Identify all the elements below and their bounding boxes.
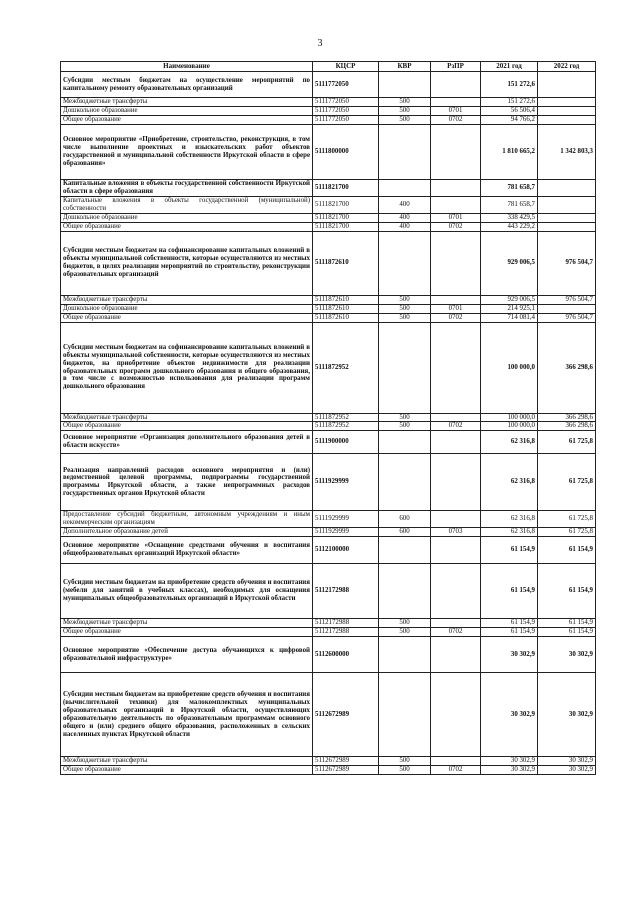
row-name: Субсидии местным бюджетам на приобретение средств обучения и воспитания (вычислительной техники) для малокомплектных муниципальных образовательных организаций в Иркутской области, осуществляющих образовательную деятельность по образовательным программам основного общего и (или) среднего общего образования, расположенных в сельских населенных пунктах Иркутской области <box>61 673 313 757</box>
row-name: Общее образование <box>61 766 313 775</box>
row-amount-2021: 94 766,2 <box>481 115 538 124</box>
budget-table <box>60 61 596 775</box>
row-rzpr <box>431 98 481 107</box>
row-amount-2021: 100 000,0 <box>481 413 538 422</box>
row-rzpr <box>431 511 481 528</box>
row-amount-2022 <box>538 304 596 313</box>
row-kcsr: 5111821700 <box>313 213 379 222</box>
row-rzpr: 0703 <box>431 528 481 537</box>
row-name: Субсидии местным бюджетам на софинансирование капитальных вложений в объекты муниципальной собственности, которые осуществляются из местных бюджетов, на приобретение объектов недвижимости для реализации образовательных программ дошкольного образования и общего образования, в том числе с возможностью использования для реализации программ дошкольного образования <box>61 322 313 413</box>
row-kcsr: 5111821700 <box>313 222 379 231</box>
row-amount-2021: 443 229,2 <box>481 222 538 231</box>
row-kvr <box>379 564 431 619</box>
row-name: Межбюджетные трансферты <box>61 619 313 628</box>
table-row <box>61 106 596 115</box>
row-name: Субсидии местным бюджетам на осуществление мероприятий по капитальному ремонту образовательных организаций <box>61 72 313 98</box>
row-name: Дошкольное образование <box>61 304 313 313</box>
table-row <box>61 295 596 304</box>
row-amount-2021: 100 000,0 <box>481 322 538 413</box>
header-kvr: КВР <box>379 62 431 72</box>
row-rzpr <box>431 295 481 304</box>
row-rzpr <box>431 72 481 98</box>
row-kvr: 500 <box>379 619 431 628</box>
row-kcsr: 5112172988 <box>313 619 379 628</box>
row-rzpr <box>431 757 481 766</box>
row-amount-2022 <box>538 72 596 98</box>
row-rzpr <box>431 431 481 454</box>
row-kvr: 500 <box>379 295 431 304</box>
row-kvr <box>379 637 431 673</box>
row-kcsr: 5111821700 <box>313 196 379 213</box>
row-kcsr: 5111929999 <box>313 454 379 511</box>
row-amount-2021: 61 154,9 <box>481 619 538 628</box>
table-row <box>61 231 596 295</box>
row-amount-2021: 30 302,9 <box>481 673 538 757</box>
table-row <box>61 628 596 637</box>
row-rzpr <box>431 196 481 213</box>
table-row <box>61 115 596 124</box>
row-rzpr: 0702 <box>431 115 481 124</box>
row-rzpr <box>431 322 481 413</box>
row-amount-2022: 61 725,8 <box>538 454 596 511</box>
row-amount-2021: 62 316,8 <box>481 431 538 454</box>
row-rzpr: 0701 <box>431 304 481 313</box>
row-kvr: 500 <box>379 313 431 322</box>
table-row <box>61 196 596 213</box>
row-name: Субсидии местным бюджетам на приобретение средств обучения и воспитания (мебели для занятий в учебных классах), необходимых для оснащения муниципальных общеобразовательных организаций в Иркутской области <box>61 564 313 619</box>
table-row <box>61 619 596 628</box>
table-row <box>61 673 596 757</box>
row-kvr: 600 <box>379 528 431 537</box>
row-kcsr: 5111772050 <box>313 115 379 124</box>
table-row <box>61 766 596 775</box>
row-kcsr: 5111772050 <box>313 106 379 115</box>
row-amount-2021: 30 302,9 <box>481 637 538 673</box>
table-row <box>61 313 596 322</box>
row-amount-2022: 30 302,9 <box>538 757 596 766</box>
row-name: Дошкольное образование <box>61 213 313 222</box>
row-kcsr: 5111872952 <box>313 413 379 422</box>
row-rzpr: 0702 <box>431 766 481 775</box>
row-kvr: 500 <box>379 422 431 431</box>
row-amount-2022: 61 154,9 <box>538 628 596 637</box>
row-kcsr: 5111800000 <box>313 124 379 179</box>
row-amount-2022: 61 154,9 <box>538 537 596 564</box>
row-amount-2022: 61 725,8 <box>538 511 596 528</box>
row-kvr: 500 <box>379 106 431 115</box>
row-amount-2021: 100 000,0 <box>481 422 538 431</box>
row-name: Предоставление субсидий бюджетным, автономным учреждениям и иным некоммерческим организациям <box>61 511 313 528</box>
header-kcsr: КЦСР <box>313 62 379 72</box>
row-name: Реализация направлений расходов основного мероприятия и (или) ведомственной целевой программы, подпрограммы государственной программы Иркутской области, а также непрограммных расходов государственных органов Иркутской области <box>61 454 313 511</box>
row-amount-2022: 30 302,9 <box>538 637 596 673</box>
row-amount-2022: 61 154,9 <box>538 619 596 628</box>
row-name: Основное мероприятие «Оснащение средствами обучения и воспитания общеобразовательных организаций Иркутской области» <box>61 537 313 564</box>
row-amount-2022 <box>538 222 596 231</box>
row-kvr: 400 <box>379 213 431 222</box>
row-kcsr: 5111872952 <box>313 322 379 413</box>
row-amount-2022 <box>538 213 596 222</box>
row-rzpr <box>431 637 481 673</box>
row-name: Общее образование <box>61 313 313 322</box>
row-amount-2022: 976 504,7 <box>538 313 596 322</box>
table-header <box>61 62 596 72</box>
row-amount-2021: 151 272,6 <box>481 98 538 107</box>
row-amount-2021: 61 154,9 <box>481 537 538 564</box>
row-amount-2022: 1 342 803,3 <box>538 124 596 179</box>
row-kcsr: 5111821700 <box>313 179 379 196</box>
row-amount-2022 <box>538 196 596 213</box>
row-rzpr <box>431 454 481 511</box>
row-kvr <box>379 322 431 413</box>
row-amount-2022: 366 298,6 <box>538 422 596 431</box>
row-name: Основное мероприятие «Организация дополнительного образования детей в области искусств» <box>61 431 313 454</box>
table-row <box>61 757 596 766</box>
row-rzpr: 0702 <box>431 422 481 431</box>
table-row <box>61 528 596 537</box>
table-row <box>61 537 596 564</box>
row-amount-2021: 30 302,9 <box>481 766 538 775</box>
header-2022: 2022 год <box>538 62 596 72</box>
row-kvr: 400 <box>379 222 431 231</box>
row-amount-2021: 151 272,6 <box>481 72 538 98</box>
row-kvr: 500 <box>379 413 431 422</box>
row-name: Общее образование <box>61 628 313 637</box>
row-amount-2022: 976 504,7 <box>538 295 596 304</box>
row-name: Субсидии местным бюджетам на софинансирование капитальных вложений в объекты муниципальной собственности, которые осуществляются из местных бюджетов, в целях реализации мероприятий по строительству, реконструкции образовательных организаций <box>61 231 313 295</box>
row-name: Межбюджетные трансферты <box>61 413 313 422</box>
row-amount-2022: 366 298,6 <box>538 322 596 413</box>
row-kvr: 500 <box>379 98 431 107</box>
row-kcsr: 5112672989 <box>313 757 379 766</box>
row-rzpr <box>431 537 481 564</box>
table-row <box>61 637 596 673</box>
row-kvr <box>379 673 431 757</box>
table-row <box>61 304 596 313</box>
row-rzpr <box>431 413 481 422</box>
row-name: Капитальные вложения в объекты государственной собственности Иркутской области в сфере образования <box>61 179 313 196</box>
row-amount-2022: 61 154,9 <box>538 564 596 619</box>
table-row <box>61 222 596 231</box>
table-row <box>61 98 596 107</box>
row-amount-2022: 61 725,8 <box>538 528 596 537</box>
row-kcsr: 5111900000 <box>313 431 379 454</box>
table-row <box>61 72 596 98</box>
row-rzpr: 0702 <box>431 313 481 322</box>
row-amount-2022 <box>538 98 596 107</box>
row-name: Общее образование <box>61 422 313 431</box>
row-rzpr <box>431 619 481 628</box>
row-amount-2022: 30 302,9 <box>538 673 596 757</box>
row-kcsr: 5111872610 <box>313 295 379 304</box>
row-kcsr: 5112172988 <box>313 628 379 637</box>
row-amount-2022: 976 504,7 <box>538 231 596 295</box>
row-rzpr: 0701 <box>431 213 481 222</box>
row-name: Межбюджетные трансферты <box>61 757 313 766</box>
header-name: Наименование <box>61 62 313 72</box>
table-row <box>61 322 596 413</box>
table-row <box>61 564 596 619</box>
row-kcsr: 5111772050 <box>313 98 379 107</box>
row-kvr <box>379 124 431 179</box>
row-rzpr <box>431 179 481 196</box>
table-row <box>61 413 596 422</box>
row-amount-2021: 781 658,7 <box>481 179 538 196</box>
row-amount-2022: 61 725,8 <box>538 431 596 454</box>
row-amount-2022 <box>538 115 596 124</box>
row-kcsr: 5111872952 <box>313 422 379 431</box>
row-name: Дополнительное образование детей <box>61 528 313 537</box>
row-amount-2021: 56 506,4 <box>481 106 538 115</box>
row-kcsr: 5112672989 <box>313 766 379 775</box>
row-rzpr <box>431 564 481 619</box>
row-kvr <box>379 454 431 511</box>
row-name: Основное мероприятие «Приобретение, строительство, реконструкция, в том числе выполнение проектных и изыскательских работ объектов государственной и муниципальной собственности Иркутской области в сфере образования» <box>61 124 313 179</box>
page-number: 3 <box>317 38 323 49</box>
table-row <box>61 124 596 179</box>
row-amount-2022 <box>538 106 596 115</box>
header-rzpr: РзПР <box>431 62 481 72</box>
row-name: Капитальные вложения в объекты государственной (муниципальной) собственности <box>61 196 313 213</box>
row-amount-2021: 714 081,4 <box>481 313 538 322</box>
row-rzpr: 0701 <box>431 106 481 115</box>
row-kvr: 500 <box>379 304 431 313</box>
row-kcsr: 5111929999 <box>313 528 379 537</box>
row-kvr <box>379 72 431 98</box>
table-row <box>61 213 596 222</box>
row-kvr <box>379 179 431 196</box>
row-amount-2021: 929 006,5 <box>481 231 538 295</box>
row-kvr: 500 <box>379 115 431 124</box>
table-row <box>61 511 596 528</box>
header-2021: 2021 год <box>481 62 538 72</box>
row-kvr: 400 <box>379 196 431 213</box>
row-kvr <box>379 537 431 564</box>
row-kcsr: 5111872610 <box>313 231 379 295</box>
row-kvr: 500 <box>379 628 431 637</box>
row-amount-2021: 30 302,9 <box>481 757 538 766</box>
row-name: Общее образование <box>61 222 313 231</box>
row-name: Основное мероприятие «Обеспечение доступа обучающихся к цифровой образовательной инфраструктуре» <box>61 637 313 673</box>
row-amount-2022 <box>538 179 596 196</box>
row-rzpr <box>431 673 481 757</box>
row-kcsr: 5112672989 <box>313 673 379 757</box>
row-kvr: 600 <box>379 511 431 528</box>
row-name: Межбюджетные трансферты <box>61 295 313 304</box>
row-kvr <box>379 431 431 454</box>
row-amount-2021: 62 316,8 <box>481 454 538 511</box>
row-kcsr: 5112600000 <box>313 637 379 673</box>
row-amount-2022: 30 302,9 <box>538 766 596 775</box>
table-row <box>61 422 596 431</box>
row-kcsr: 5111929999 <box>313 511 379 528</box>
row-amount-2021: 214 925,1 <box>481 304 538 313</box>
table-row <box>61 179 596 196</box>
row-amount-2021: 61 154,9 <box>481 564 538 619</box>
row-amount-2021: 338 429,5 <box>481 213 538 222</box>
row-amount-2021: 1 810 665,2 <box>481 124 538 179</box>
table-body <box>61 72 596 775</box>
row-name: Дошкольное образование <box>61 106 313 115</box>
table-row <box>61 454 596 511</box>
row-rzpr <box>431 124 481 179</box>
table-row <box>61 431 596 454</box>
row-amount-2021: 781 658,7 <box>481 196 538 213</box>
row-rzpr <box>431 231 481 295</box>
row-name: Общее образование <box>61 115 313 124</box>
row-amount-2022: 366 298,6 <box>538 413 596 422</box>
row-kvr: 500 <box>379 757 431 766</box>
row-amount-2021: 62 316,8 <box>481 528 538 537</box>
row-kcsr: 5111872610 <box>313 304 379 313</box>
row-amount-2021: 62 316,8 <box>481 511 538 528</box>
row-rzpr: 0702 <box>431 222 481 231</box>
row-kcsr: 5111872610 <box>313 313 379 322</box>
row-kcsr: 5112100000 <box>313 537 379 564</box>
row-name: Межбюджетные трансферты <box>61 98 313 107</box>
row-kvr: 500 <box>379 766 431 775</box>
row-kcsr: 5111772050 <box>313 72 379 98</box>
row-rzpr: 0702 <box>431 628 481 637</box>
row-amount-2021: 61 154,9 <box>481 628 538 637</box>
row-amount-2021: 929 006,5 <box>481 295 538 304</box>
row-kcsr: 5112172988 <box>313 564 379 619</box>
row-kvr <box>379 231 431 295</box>
